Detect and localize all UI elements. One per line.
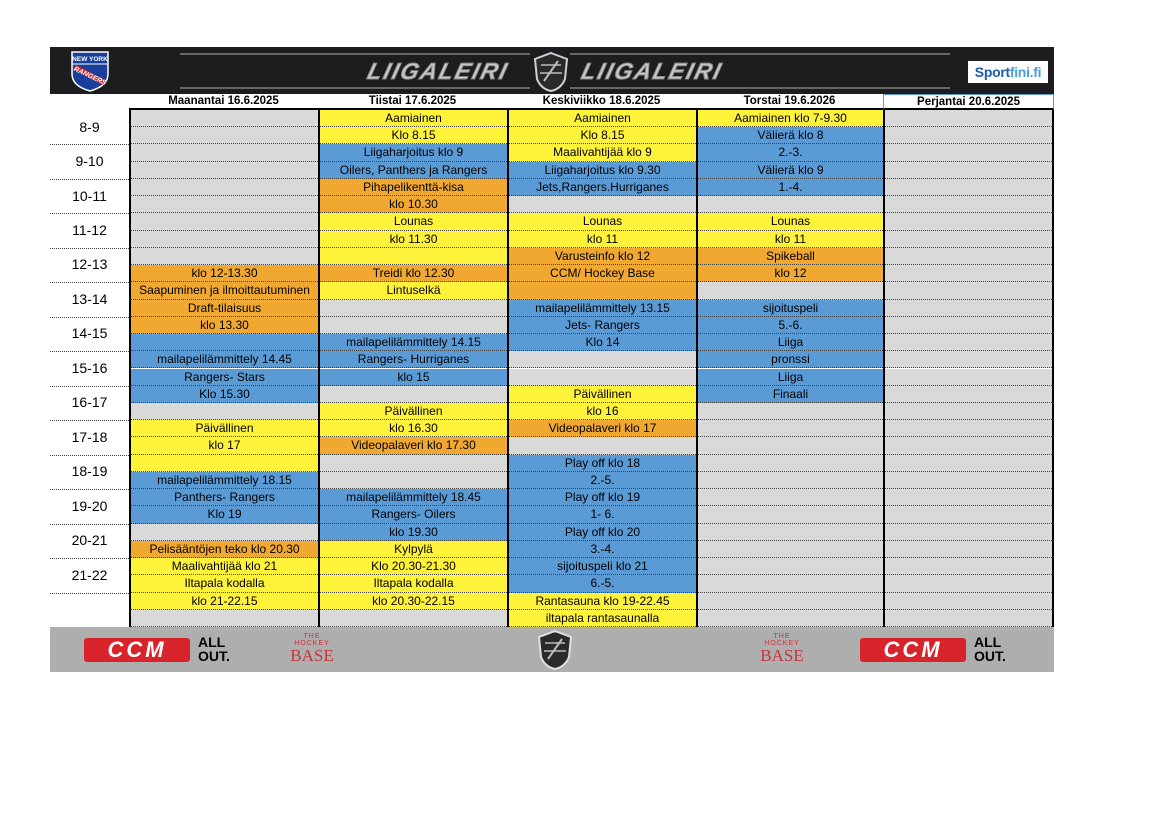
schedule-slot: 2.-5. — [509, 472, 696, 489]
schedule-slot: klo 11.30 — [320, 231, 507, 248]
allout-line2: OUT. — [198, 648, 230, 664]
schedule-slot — [320, 610, 507, 627]
schedule-slot: Rangers- Oilers — [320, 506, 507, 523]
schedule-slot: CCM/ Hockey Base — [509, 265, 696, 282]
schedule-slot: Aamiainen — [320, 110, 507, 127]
schedule-slot: 2.-3. — [698, 144, 883, 161]
schedule-slot — [885, 265, 1054, 282]
schedule-slot — [131, 144, 318, 161]
time-label: 16-17 — [71, 394, 108, 411]
time-label: 20-21 — [71, 532, 108, 549]
schedule-slot: klo 12-13.30 — [131, 265, 318, 282]
schedule-slot: Välierä klo 8 — [698, 127, 883, 144]
schedule-slot: klo 10.30 — [320, 196, 507, 213]
schedule-slot — [885, 144, 1054, 161]
schedule-slot — [131, 127, 318, 144]
schedule-slot: klo 19.30 — [320, 524, 507, 541]
schedule-slot — [885, 386, 1054, 403]
schedule-slot: Panthers- Rangers — [131, 489, 318, 506]
schedule-slot — [885, 351, 1054, 368]
schedule-slot: 6.-5. — [509, 575, 696, 592]
schedule-slot: Maalivahtijää klo 9 — [509, 144, 696, 161]
schedule-slot — [131, 610, 318, 627]
schedule-slot: Videopalaveri klo 17 — [509, 420, 696, 437]
schedule-slot — [885, 541, 1054, 558]
banner-rule-left-bottom — [180, 87, 530, 89]
schedule-slot: Rantasauna klo 19-22.45 — [509, 593, 696, 610]
schedule-slot — [698, 541, 883, 558]
schedule-slot: Jets,Rangers.Hurriganes — [509, 179, 696, 196]
day-header-tue: Tiistai 17.6.2025 — [318, 94, 507, 110]
schedule-slot: Liiga — [698, 334, 883, 351]
schedule-slot: mailapelilämmittely 13.15 — [509, 300, 696, 317]
schedule-slot: Liiga — [698, 369, 883, 386]
banner-rule-left-top — [180, 53, 530, 55]
schedule-slot — [885, 558, 1054, 575]
day-column-fri — [883, 110, 1054, 627]
sportfini-logo-part2: fini.fi — [1009, 64, 1042, 80]
schedule-slot: Klo 19 — [131, 506, 318, 523]
time-label: 17-18 — [71, 428, 108, 445]
day-column-thu — [696, 110, 883, 627]
schedule-slot: klo 21-22.15 — [131, 593, 318, 610]
schedule-slot — [698, 282, 883, 299]
allout-line1: ALL — [198, 634, 226, 650]
schedule-slot — [885, 610, 1054, 627]
schedule-slot — [698, 455, 883, 472]
schedule-slot: klo 16 — [509, 403, 696, 420]
sponsor-footer — [50, 627, 1054, 672]
hockeybase-big-text: BASE — [290, 646, 334, 665]
schedule-slot: klo 17 — [131, 437, 318, 454]
schedule-slot: Oilers, Panthers ja Rangers — [320, 162, 507, 179]
hockeybase-small-text: THE HOCKEY — [294, 633, 330, 647]
schedule-slot — [131, 213, 318, 230]
schedule-slot: Klo 8.15 — [320, 127, 507, 144]
day-header-fri: Perjantai 20.6.2025 — [883, 94, 1054, 110]
schedule-slot — [885, 213, 1054, 230]
schedule-slot: Treidi klo 12.30 — [320, 265, 507, 282]
time-label: 18-19 — [71, 463, 108, 480]
schedule-slot: Lounas — [320, 213, 507, 230]
schedule-slot — [885, 575, 1054, 592]
nhl-shield-footer-icon — [535, 629, 575, 671]
schedule-slot — [131, 403, 318, 420]
time-label: 8-9 — [79, 118, 100, 135]
schedule-slot: Draft-tilaisuus — [131, 300, 318, 317]
schedule-slot: klo 15 — [320, 369, 507, 386]
time-label: 21-22 — [71, 566, 108, 583]
schedule-slot — [885, 472, 1054, 489]
schedule-slot: iltapala rantasaunalla — [509, 610, 696, 627]
schedule-slot: sijoituspeli — [698, 300, 883, 317]
schedule-slot — [885, 403, 1054, 420]
schedule-slot: mailapelilämmittely 18.15 — [131, 472, 318, 489]
schedule-slot — [885, 420, 1054, 437]
schedule-slot — [131, 179, 318, 196]
schedule-slot: pronssi — [698, 351, 883, 368]
schedule-slot: klo 16.30 — [320, 420, 507, 437]
schedule-slot: Klo 8.15 — [509, 127, 696, 144]
schedule-slot: klo 13.30 — [131, 317, 318, 334]
rangers-shield-logo — [68, 50, 112, 92]
schedule-slot: Play off klo 19 — [509, 489, 696, 506]
time-label: 19-20 — [71, 497, 108, 514]
schedule-slot: Iltapala kodalla — [320, 575, 507, 592]
banner-rule-right-bottom — [570, 87, 950, 89]
time-label: 11-12 — [72, 222, 107, 239]
schedule-slot: Rangers- Stars — [131, 369, 318, 386]
schedule-slot: Play off klo 18 — [509, 455, 696, 472]
schedule-slot — [698, 575, 883, 592]
day-column-mon — [129, 110, 318, 627]
hour-divider — [50, 248, 129, 249]
ccm-wordmark-right: CCM — [860, 638, 966, 662]
schedule-slot: 1.-4. — [698, 179, 883, 196]
schedule-slot — [885, 179, 1054, 196]
schedule-slot: 1- 6. — [509, 506, 696, 523]
schedule-slot: klo 12 — [698, 265, 883, 282]
schedule-slot — [509, 196, 696, 213]
schedule-slot: Spikeball — [698, 248, 883, 265]
allout-line2-right: OUT. — [974, 648, 1006, 664]
day-header-thu: Torstai 19.6.2026 — [696, 94, 883, 110]
schedule-slot — [885, 231, 1054, 248]
schedule-slot — [131, 248, 318, 265]
schedule-slot: Pihapelikenttä-kisa — [320, 179, 507, 196]
schedule-sheet — [50, 47, 1054, 672]
grid-right-border — [1052, 110, 1054, 627]
schedule-slot — [131, 110, 318, 127]
allout-slogan — [198, 635, 230, 663]
schedule-slot — [698, 489, 883, 506]
schedule-slot — [885, 300, 1054, 317]
schedule-slot — [131, 455, 318, 472]
schedule-slot — [320, 248, 507, 265]
banner-rule-right-top — [570, 53, 950, 55]
schedule-slot — [885, 317, 1054, 334]
hour-divider — [50, 282, 129, 283]
schedule-slot: 3.-4. — [509, 541, 696, 558]
rangers-logo-line1: NEW YORK — [72, 56, 108, 63]
hour-divider — [50, 489, 129, 490]
schedule-slot: Pelisääntöjen teko klo 20.30 — [131, 541, 318, 558]
liigaleiri-title-left: LIIGALEIRI — [364, 58, 512, 84]
schedule-slot: klo 11 — [698, 231, 883, 248]
schedule-slot — [320, 386, 507, 403]
hour-divider — [50, 213, 129, 214]
schedule-slot: Aamiainen klo 7-9.30 — [698, 110, 883, 127]
schedule-slot — [320, 300, 507, 317]
hour-divider — [50, 420, 129, 421]
schedule-slot: Päivällinen — [131, 420, 318, 437]
hour-divider — [50, 317, 129, 318]
schedule-slot — [320, 455, 507, 472]
schedule-slot — [698, 524, 883, 541]
schedule-slot: Maalivahtijää klo 21 — [131, 558, 318, 575]
time-column — [50, 110, 129, 627]
schedule-slot: Aamiainen — [509, 110, 696, 127]
schedule-slot — [509, 351, 696, 368]
schedule-slot — [885, 196, 1054, 213]
schedule-slot — [698, 610, 883, 627]
schedule-slot — [885, 369, 1054, 386]
allout-slogan-right — [974, 635, 1006, 663]
nhl-shield-icon — [531, 51, 571, 93]
sportfini-logo — [968, 61, 1048, 83]
time-label: 13-14 — [71, 290, 108, 307]
schedule-slot: Päivällinen — [509, 386, 696, 403]
schedule-slot — [885, 162, 1054, 179]
schedule-slot — [698, 506, 883, 523]
hockeybase-logo-left — [287, 630, 337, 670]
schedule-slot: Liigaharjoitus klo 9 — [320, 144, 507, 161]
schedule-grid — [50, 110, 1054, 627]
schedule-slot — [509, 437, 696, 454]
hour-divider — [50, 144, 129, 145]
time-label: 15-16 — [71, 359, 108, 376]
schedule-slot: klo 20.30-22.15 — [320, 593, 507, 610]
schedule-slot — [320, 317, 507, 334]
schedule-slot: Jets- Rangers — [509, 317, 696, 334]
schedule-slot — [885, 127, 1054, 144]
hour-divider — [50, 524, 129, 525]
hour-divider — [50, 386, 129, 387]
schedule-slot: mailapelilämmittely 14.45 — [131, 351, 318, 368]
schedule-slot: klo 11 — [509, 231, 696, 248]
schedule-slot: Lounas — [698, 213, 883, 230]
time-label: 9-10 — [75, 153, 104, 170]
schedule-slot — [698, 472, 883, 489]
schedule-slot: mailapelilämmittely 18.45 — [320, 489, 507, 506]
schedule-slot — [131, 196, 318, 213]
ccm-wordmark: CCM — [84, 638, 190, 662]
schedule-slot: Klo 15.30 — [131, 386, 318, 403]
schedule-slot: Klo 14 — [509, 334, 696, 351]
schedule-slot — [885, 593, 1054, 610]
schedule-slot — [885, 282, 1054, 299]
liigaleiri-title-right: LIIGALEIRI — [578, 58, 726, 84]
schedule-slot: Videopalaveri klo 17.30 — [320, 437, 507, 454]
schedule-slot: Lounas — [509, 213, 696, 230]
hour-divider — [50, 351, 129, 352]
schedule-slot: Päivällinen — [320, 403, 507, 420]
schedule-slot: sijoituspeli klo 21 — [509, 558, 696, 575]
sportfini-logo-part1: Sport — [974, 64, 1010, 80]
schedule-slot — [885, 506, 1054, 523]
day-header-row — [50, 94, 1054, 110]
schedule-slot: Välierä klo 9 — [698, 162, 883, 179]
schedule-slot — [885, 489, 1054, 506]
day-header-mon: Maanantai 16.6.2025 — [129, 94, 318, 110]
schedule-slot — [131, 334, 318, 351]
schedule-slot: 5.-6. — [698, 317, 883, 334]
hour-divider — [50, 593, 129, 594]
time-label: 10-11 — [72, 187, 107, 204]
schedule-slot — [885, 248, 1054, 265]
time-label: 12-13 — [71, 256, 108, 273]
schedule-slot — [885, 524, 1054, 541]
schedule-slot: Saapuminen ja ilmoittautuminen — [131, 282, 318, 299]
schedule-slot: Rangers- Hurriganes — [320, 351, 507, 368]
hockeybase-small-text-right: THE HOCKEY — [764, 633, 800, 647]
schedule-slot — [698, 420, 883, 437]
schedule-slot — [698, 437, 883, 454]
hour-divider — [50, 558, 129, 559]
schedule-slot — [885, 437, 1054, 454]
schedule-slot — [698, 196, 883, 213]
schedule-slot — [885, 334, 1054, 351]
schedule-slot: Finaali — [698, 386, 883, 403]
day-column-wed — [507, 110, 696, 627]
day-column-tue — [318, 110, 507, 627]
schedule-slot — [698, 593, 883, 610]
schedule-slot — [509, 282, 696, 299]
schedule-slot: Liigaharjoitus klo 9.30 — [509, 162, 696, 179]
schedule-slot: Varusteinfo klo 12 — [509, 248, 696, 265]
hour-divider — [50, 179, 129, 180]
rangers-logo-line2: RANGERS — [72, 65, 108, 88]
schedule-slot: Kylpylä — [320, 541, 507, 558]
schedule-slot: mailapelilämmittely 14.15 — [320, 334, 507, 351]
schedule-slot: Klo 20.30-21.30 — [320, 558, 507, 575]
header-banner — [50, 47, 1054, 94]
day-header-wed: Keskiviikko 18.6.2025 — [507, 94, 696, 110]
schedule-slot: Play off klo 20 — [509, 524, 696, 541]
schedule-slot — [509, 369, 696, 386]
schedule-slot — [698, 403, 883, 420]
schedule-slot — [131, 524, 318, 541]
hockeybase-logo-right — [757, 630, 807, 670]
schedule-slot — [131, 231, 318, 248]
time-label: 14-15 — [71, 325, 108, 342]
hour-divider — [50, 455, 129, 456]
schedule-slot — [131, 162, 318, 179]
schedule-slot — [698, 558, 883, 575]
hockeybase-big-text-right: BASE — [760, 646, 804, 665]
schedule-slot — [885, 110, 1054, 127]
schedule-slot — [320, 472, 507, 489]
schedule-slot — [885, 455, 1054, 472]
allout-line1-right: ALL — [974, 634, 1002, 650]
schedule-slot: Lintuselkä — [320, 282, 507, 299]
schedule-slot: Iltapala kodalla — [131, 575, 318, 592]
